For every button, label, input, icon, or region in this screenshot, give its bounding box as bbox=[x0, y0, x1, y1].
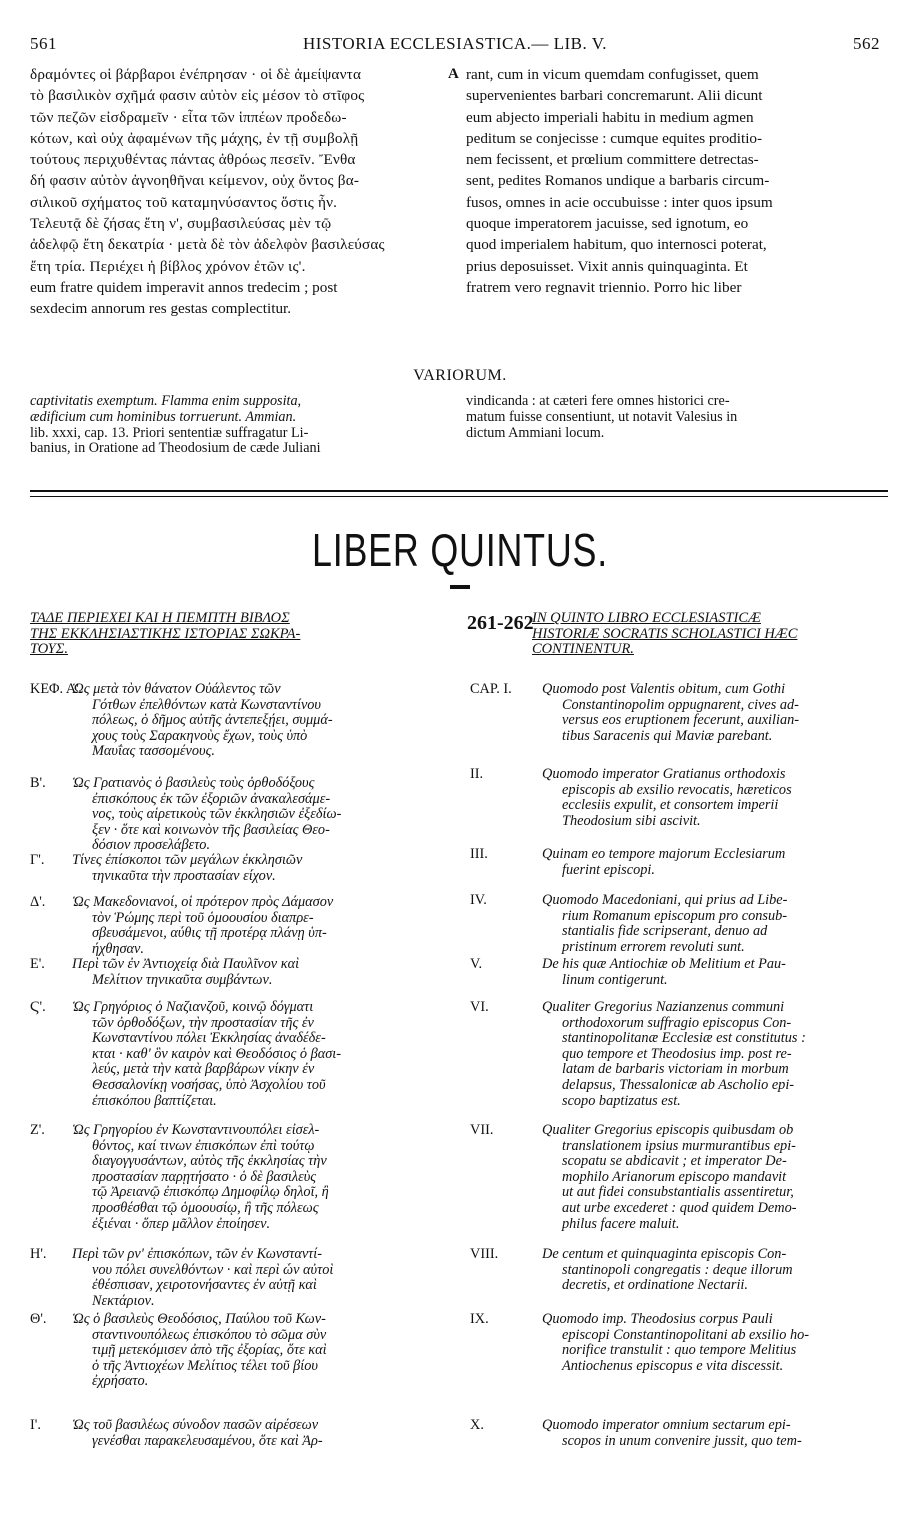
entry-line: Quomodo imp. Theodosius corpus Pauli bbox=[542, 1312, 773, 1327]
latin-text-line: quod imperialem habitum, quo internosci poterat, bbox=[466, 236, 767, 254]
entry-line: ὁ τῆς Ἀντιοχέων Μελίτιος τέλει τοῦ βίου bbox=[92, 1358, 318, 1374]
entry-line: Περὶ τῶν ἐν Ἀντιοχείᾳ διὰ Παυλῖνον καὶ bbox=[72, 957, 300, 972]
greek-text-line: τὸ βασιλικὸν σχῆμά φασιν αὐτὸν εἰς μέσον τὸ στῖφος bbox=[30, 87, 365, 105]
top-latin-column bbox=[466, 64, 888, 298]
greek-entry-text bbox=[72, 1123, 448, 1232]
latin-entry-text bbox=[542, 893, 874, 955]
entry-line: ξεν · ὅτε καὶ κοινωνὸν τῆς βασιλείας Θεο- bbox=[92, 822, 330, 838]
entry-line: Μελίτιον τηνικαῦτα συμβάντων. bbox=[92, 972, 273, 988]
entry-line: ut aut fidei consubstantialis assentiretur, bbox=[562, 1185, 794, 1201]
latin-text-line: nem fecissent, et prœlium committere detrectas- bbox=[466, 151, 759, 169]
variorum-notes-right bbox=[466, 394, 888, 441]
entry-line: latam de barbaris victoriam in morbum bbox=[562, 1062, 789, 1078]
entry-line: Quinam eo tempore majorum Ecclesiarum bbox=[542, 847, 786, 862]
chapter-number: Ε'. bbox=[30, 956, 45, 972]
entry-line: Κωνσταντίνου πόλει Ἐκκλησίας ἀναδέδε- bbox=[92, 1031, 326, 1047]
greek-text-line: Τελευτᾷ δὲ ζήσας ἔτη ν', συμβασιλεύσας μὲν τῷ bbox=[30, 215, 332, 233]
column-numbers: 261-262 bbox=[467, 612, 534, 634]
entry-line: ἐθέσπισαν, χειροτονήσαντες ἐν αὐτῇ καὶ bbox=[92, 1278, 317, 1294]
divider-rule bbox=[30, 490, 888, 492]
chapter-number: Θ'. bbox=[30, 1311, 47, 1327]
entry-line: Τίνες ἐπίσκοποι τῶν μεγάλων ἐκκλησιῶν bbox=[72, 853, 303, 868]
latin-text-line: peditum se conjecisse : cumque equites proditio- bbox=[466, 129, 763, 147]
entry-line: Antiochenus episcopus e vita discessit. bbox=[562, 1358, 784, 1374]
running-title: HISTORIA ECCLESIASTICA.— LIB. V. bbox=[302, 34, 608, 53]
greek-entry-text bbox=[72, 1418, 448, 1449]
entry-line: Qualiter Gregorius Nazianzenus communi bbox=[542, 1000, 785, 1015]
entry-line: Quomodo Macedoniani, qui prius ad Libe- bbox=[542, 893, 788, 908]
greek-entry-text bbox=[72, 895, 448, 957]
latin-entry-text bbox=[542, 1000, 874, 1109]
variorum-line: dictum Ammiani locum. bbox=[466, 425, 605, 441]
entry-line: Ὡς τοῦ βασιλέως σύνοδον πασῶν αἱρέσεων bbox=[72, 1418, 319, 1433]
entry-line: De his quæ Antiochiæ ob Melitium et Pau- bbox=[542, 957, 786, 972]
entry-line: orthodoxorum suffragio episcopus Con- bbox=[562, 1015, 792, 1031]
heading-line: CONTINENTUR. bbox=[532, 642, 634, 657]
entry-line: pristinum errorem revoluti sunt. bbox=[562, 939, 745, 955]
entry-line: Ὡς ὁ βασιλεὺς Θεοδόσιος, Παύλου τοῦ Κων- bbox=[72, 1312, 326, 1327]
entry-line: aut urbe excederet : quod quidem Demo- bbox=[562, 1200, 797, 1216]
entry-line: Ὡς μετὰ τὸν θάνατον Οὐάλεντος τῶν bbox=[72, 682, 281, 697]
top-latin-left-tail bbox=[30, 277, 450, 320]
latin-text-line: rant, cum in vicum quemdam confugisset, quem bbox=[466, 66, 759, 83]
entry-line: πόλεως, ὁ δῆμος αὐτῆς ἀντεπεξῄει, συμμά- bbox=[92, 713, 333, 729]
entry-line: tibus Saracenis qui Maviæ parebant. bbox=[562, 728, 773, 744]
margin-marker-a: A bbox=[448, 66, 459, 82]
latin-entry-text bbox=[542, 847, 874, 878]
variorum-line: ædificium cum hominibus torruerunt. Ammian. bbox=[30, 409, 297, 425]
entry-line: mophilo Arianorum episcopo mandavit bbox=[562, 1169, 787, 1185]
entry-line: προστασίαν παρῃτήσατο · ὁ δὲ βασιλεὺς bbox=[92, 1169, 317, 1185]
chapter-number: II. bbox=[470, 766, 484, 782]
greek-text-line: δραμόντες οἱ βάρβαροι ἐνέπρησαν · οἱ δὲ ἀμείψαντα bbox=[30, 66, 362, 83]
greek-entry-text bbox=[72, 1000, 448, 1109]
greek-text-line: τούτους περιχυθέντας πάντας ἀθρόως πεσεῖν. Ἔνθα bbox=[30, 151, 356, 169]
entry-line: ἐπισκόπου βαπτίζεται. bbox=[92, 1093, 217, 1109]
entry-line: δόσιον προσελάβετο. bbox=[92, 838, 211, 854]
heading-line: ΤΗΣ ΕΚΚΛΗΣΙΑΣΤΙΚΗΣ ΙΣΤΟΡΙΑΣ ΣΩΚΡΑ- bbox=[30, 626, 301, 642]
entry-line: κται · καθ' ὃν καιρὸν καὶ Θεοδόσιος ὁ βασι- bbox=[92, 1046, 342, 1062]
contents-latin-heading bbox=[532, 611, 888, 658]
latin-entry-text bbox=[542, 682, 874, 744]
title-dash bbox=[450, 585, 470, 589]
entry-line: τῷ Ἀρειανῷ ἐπισκόπῳ Δημοφίλῳ δηλοῖ, ἢ bbox=[92, 1185, 329, 1201]
greek-entry-text bbox=[72, 1247, 448, 1309]
entry-line: ἐχρήσατο. bbox=[92, 1374, 149, 1390]
latin-entry-text bbox=[542, 767, 874, 829]
chapter-number: VIII. bbox=[470, 1246, 499, 1262]
latin-entry-text bbox=[542, 1418, 874, 1449]
entry-line: Quomodo post Valentis obitum, cum Gothi bbox=[542, 682, 786, 697]
latin-text-line: prius deposuisset. Vixit annis quinquaginta. Et bbox=[466, 257, 748, 275]
chapter-number: Η'. bbox=[30, 1246, 47, 1262]
chapter-number: CAP. I. bbox=[470, 681, 512, 697]
latin-text-line: fusos, omnes in acie occubuisse : inter quos ipsum bbox=[466, 193, 773, 211]
entry-line: translationem ipsius murmurantibus epi- bbox=[562, 1138, 796, 1154]
entry-line: τιμῇ μετεκόμισεν ἀπὸ τῆς ἐξορίας, ὅτε καὶ bbox=[92, 1343, 327, 1359]
greek-entry-text bbox=[72, 853, 448, 884]
entry-line: ἐξιέναι · ὅπερ μᾶλλον ἐποίησεν. bbox=[92, 1216, 271, 1232]
entry-line: διαγογγυσάντων, αὐτὸς τῆς ἐκκλησίας τὴν bbox=[92, 1154, 327, 1170]
chapter-number: ΚΕΦ. Α'. bbox=[30, 681, 83, 697]
entry-line: Μαυΐας τασσομένους. bbox=[92, 744, 215, 760]
latin-entry-text bbox=[542, 1123, 874, 1232]
entry-line: stantinopolitanæ Ecclesiæ est constitutus : bbox=[562, 1031, 806, 1047]
entry-line: Quomodo imperator Gratianus orthodoxis bbox=[542, 767, 786, 782]
greek-text-line: τῶν πεζῶν εἰσδραμεῖν · εἶτα τῶν ἱππέων προδεδω- bbox=[30, 108, 347, 126]
entry-line: linum contigerunt. bbox=[562, 972, 668, 988]
chapter-number: IX. bbox=[470, 1311, 489, 1327]
chapter-number: X. bbox=[470, 1417, 484, 1433]
entry-line: stantinopoli congregatis : deque illorum bbox=[562, 1262, 793, 1278]
entry-line: ήχθησαν. bbox=[92, 941, 144, 957]
latin-text-line: eum abjecto imperiali habitu in medium agmen bbox=[466, 108, 754, 126]
book-title: LIBER QUINTUS. bbox=[311, 524, 609, 576]
entry-line: Theodosium sibi ascivit. bbox=[562, 813, 701, 829]
chapter-number: V. bbox=[470, 956, 483, 972]
latin-text-line: sent, pedites Romanos undique a barbaris circum- bbox=[466, 172, 770, 190]
latin-text-line: sexdecim annorum res gestas complectitur. bbox=[30, 300, 292, 318]
latin-text-line: eum fratre quidem imperavit annos tredecim ; post bbox=[30, 279, 338, 296]
latin-text-line: fratrem vero regnavit triennio. Porro hic liber bbox=[466, 278, 742, 296]
greek-text-line: κότων, καὶ οὐχ ἀφαμένων τῆς μάχης, ἐν τῇ συμβολῇ bbox=[30, 129, 359, 147]
chapter-number: III. bbox=[470, 846, 488, 862]
latin-text-line: supervenientes barbari concremarunt. Alii dicunt bbox=[466, 87, 763, 105]
heading-line: ΤΟΥΣ. bbox=[30, 642, 68, 657]
entry-line: νου πόλει συνελθόντων · καὶ περὶ ὧν αὐτοὶ bbox=[92, 1262, 334, 1278]
greek-entry-text bbox=[72, 1312, 448, 1390]
heading-line: HISTORIÆ SOCRATIS SCHOLASTICI HÆC bbox=[532, 626, 798, 642]
latin-text-line: quoque imperatorem jacuisse, sed ignotum, eo bbox=[466, 215, 749, 233]
entry-line: Ὡς Γρατιανὸς ὁ βασιλεὺς τοὺς ὀρθοδόξους bbox=[72, 776, 315, 791]
latin-entry-text bbox=[542, 957, 874, 988]
entry-line: σβευσάμενοι, αὖθις τῇ προτέρᾳ πλάνῃ ὑπ- bbox=[92, 926, 327, 942]
entry-line: τὸν Ῥώμης περὶ τοῦ ὁμοουσίου διαπρε- bbox=[92, 910, 314, 926]
entry-line: Ὡς Γρηγορίου ἐν Κωνσταντινουπόλει εἰσελ- bbox=[72, 1123, 320, 1138]
variorum-line: matum fuisse consentiunt, ut notavit Valesius in bbox=[466, 409, 738, 425]
page-number-right: 562 bbox=[853, 34, 880, 53]
entry-line: versus eos eruptionem fecerunt, auxilian- bbox=[562, 713, 800, 729]
heading-line: IN QUINTO LIBRO ECCLESIASTICÆ bbox=[532, 611, 761, 626]
variorum-line: lib. xxxi, cap. 13. Priori sententiæ suffragatur Li- bbox=[30, 425, 309, 441]
entry-line: νος, τοὺς αἱρετικοὺς τῶν ἐκκλησιῶν ἐξεδίω- bbox=[92, 807, 342, 823]
greek-text-line: σιλικοῦ σχήματος τοῦ καταμηνύσαντος ὅστις ἦν. bbox=[30, 193, 338, 211]
variorum-notes-left bbox=[30, 394, 450, 457]
entry-line: Ὡς Μακεδονιανοί, οἱ πρότερον πρὸς Δάμασον bbox=[72, 895, 334, 910]
entry-line: Constantinopolim oppugnarent, cives ad- bbox=[562, 697, 799, 713]
entry-line: episcopi Constantinopolitani ab exsilio ho- bbox=[562, 1327, 810, 1343]
entry-line: Γότθων ἐπελθόντων κατὰ Κωνσταντίνου bbox=[92, 697, 321, 713]
entry-line: norifice transtulit : quo tempore Melitius bbox=[562, 1343, 797, 1359]
chapter-number: VI. bbox=[470, 999, 489, 1015]
heading-line: ΤΑΔΕ ΠΕΡΙΕΧΕΙ ΚΑΙ Η ΠΕΜΠΤΗ ΒΙΒΛΟΣ bbox=[30, 611, 290, 626]
page-number-left: 561 bbox=[30, 34, 57, 53]
entry-line: scopos in unum convenire jussit, quo tem- bbox=[562, 1433, 802, 1449]
greek-text-line: ἔτη τρία. Περιέχει ἡ βίβλος χρόνον ἐτῶν ις'. bbox=[30, 257, 306, 275]
entry-line: ἐπισκόπους ἐκ τῶν ἐξοριῶν ἀνακαλεσάμε- bbox=[92, 791, 331, 807]
greek-entry-text bbox=[72, 776, 448, 854]
latin-entry-text bbox=[542, 1247, 874, 1294]
variorum-line: banius, in Oratione ad Theodosium de cæde Juliani bbox=[30, 441, 321, 457]
entry-line: scopatu se abdicavit ; et imperator De- bbox=[562, 1154, 787, 1170]
entry-line: fuerint episcopi. bbox=[562, 862, 655, 878]
top-greek-column bbox=[30, 64, 442, 277]
variorum-heading: VARIORUM. bbox=[413, 367, 507, 384]
variorum-line: captivitatis exemptum. Flamma enim supposita, bbox=[30, 394, 302, 409]
page-header bbox=[30, 34, 880, 56]
entry-line: Qualiter Gregorius episcopis quibusdam ob bbox=[542, 1123, 794, 1138]
entry-line: Περὶ τῶν ρν' ἐπισκόπων, τῶν ἐν Κωνσταντί- bbox=[72, 1247, 323, 1262]
entry-line: episcopis ab exsilio revocatis, hæreticos bbox=[562, 782, 792, 798]
divider-rule-thin bbox=[30, 496, 888, 497]
entry-line: Θεσσαλονίκῃ νοσήσας, ὑπὸ Ἀσχολίου τοῦ bbox=[92, 1077, 326, 1093]
greek-entry-text bbox=[72, 957, 448, 988]
chapter-number: Β'. bbox=[30, 775, 46, 791]
entry-line: quo tempore et Theodosius imp. post re- bbox=[562, 1046, 792, 1062]
entry-line: philus facere maluit. bbox=[562, 1216, 680, 1232]
latin-entry-text bbox=[542, 1312, 874, 1374]
entry-line: τῶν ὀρθοδόξων, τὴν προστασίαν τῆς ἐν bbox=[92, 1015, 314, 1031]
entry-line: ecclesiis expulit, et consortem imperii bbox=[562, 798, 779, 814]
entry-line: Quomodo imperator omnium sectarum epi- bbox=[542, 1418, 791, 1433]
chapter-number: Ι'. bbox=[30, 1417, 41, 1433]
contents-greek-heading bbox=[30, 611, 450, 658]
greek-text-line: δή φασιν αὐτὸν ἀγνοηθῆναι κείμενον, οὐχ ὄντος βα- bbox=[30, 172, 360, 190]
chapter-number: Ϛ'. bbox=[30, 999, 46, 1015]
entry-line: χους τοὺς Σαρακηνοὺς ἔχων, τοὺς ὑπὸ bbox=[92, 728, 308, 744]
entry-line: τηνικαῦτα τὴν προστασίαν εἶχον. bbox=[92, 868, 276, 884]
entry-line: stantialis fide scripserant, denuo ad bbox=[562, 924, 768, 940]
entry-line: Ὡς Γρηγόριος ὁ Ναζιανζοῦ, κοινῷ δόγματι bbox=[72, 1000, 314, 1015]
entry-line: σταντινουπόλεως ἐπισκόπου τὸ σῶμα σὺν bbox=[92, 1327, 327, 1343]
chapter-number: IV. bbox=[470, 892, 487, 908]
greek-entry-text bbox=[72, 682, 448, 760]
chapter-number: Δ'. bbox=[30, 894, 46, 910]
entry-line: θόντος, καί τινων ἐπισκόπων ἐπὶ τούτῳ bbox=[92, 1138, 315, 1154]
entry-line: De centum et quinquaginta episcopis Con- bbox=[542, 1247, 787, 1262]
entry-line: Νεκτάριον. bbox=[92, 1293, 155, 1309]
chapter-number: VII. bbox=[470, 1122, 494, 1138]
entry-line: rium Romanum episcopum pro consub- bbox=[562, 908, 788, 924]
entry-line: decretis, et ordinatione Nectarii. bbox=[562, 1278, 748, 1294]
variorum-line: vindicanda : at cæteri fere omnes historici cre- bbox=[466, 394, 730, 409]
chapter-number: Γ'. bbox=[30, 852, 45, 868]
entry-line: γενέσθαι παρακελευσαμένου, ὅτε καὶ Ἀρ- bbox=[92, 1433, 323, 1449]
entry-line: delapsus, Thessalonicæ ab Ascholio epi- bbox=[562, 1077, 795, 1093]
entry-line: scopo baptizatus est. bbox=[562, 1093, 681, 1109]
entry-line: λεύς, μετὰ τὴν κατὰ βαρβάρων νίκην ἐν bbox=[92, 1062, 315, 1078]
chapter-number: Ζ'. bbox=[30, 1122, 45, 1138]
greek-text-line: ἀδελφῷ ἔτη δεκατρία · μετὰ δὲ τὸν ἀδελφὸν βασιλεύσας bbox=[30, 236, 385, 254]
entry-line: προσθέσθαι τῷ ὁμοουσίῳ, ἢ τῆς πόλεως bbox=[92, 1200, 319, 1216]
